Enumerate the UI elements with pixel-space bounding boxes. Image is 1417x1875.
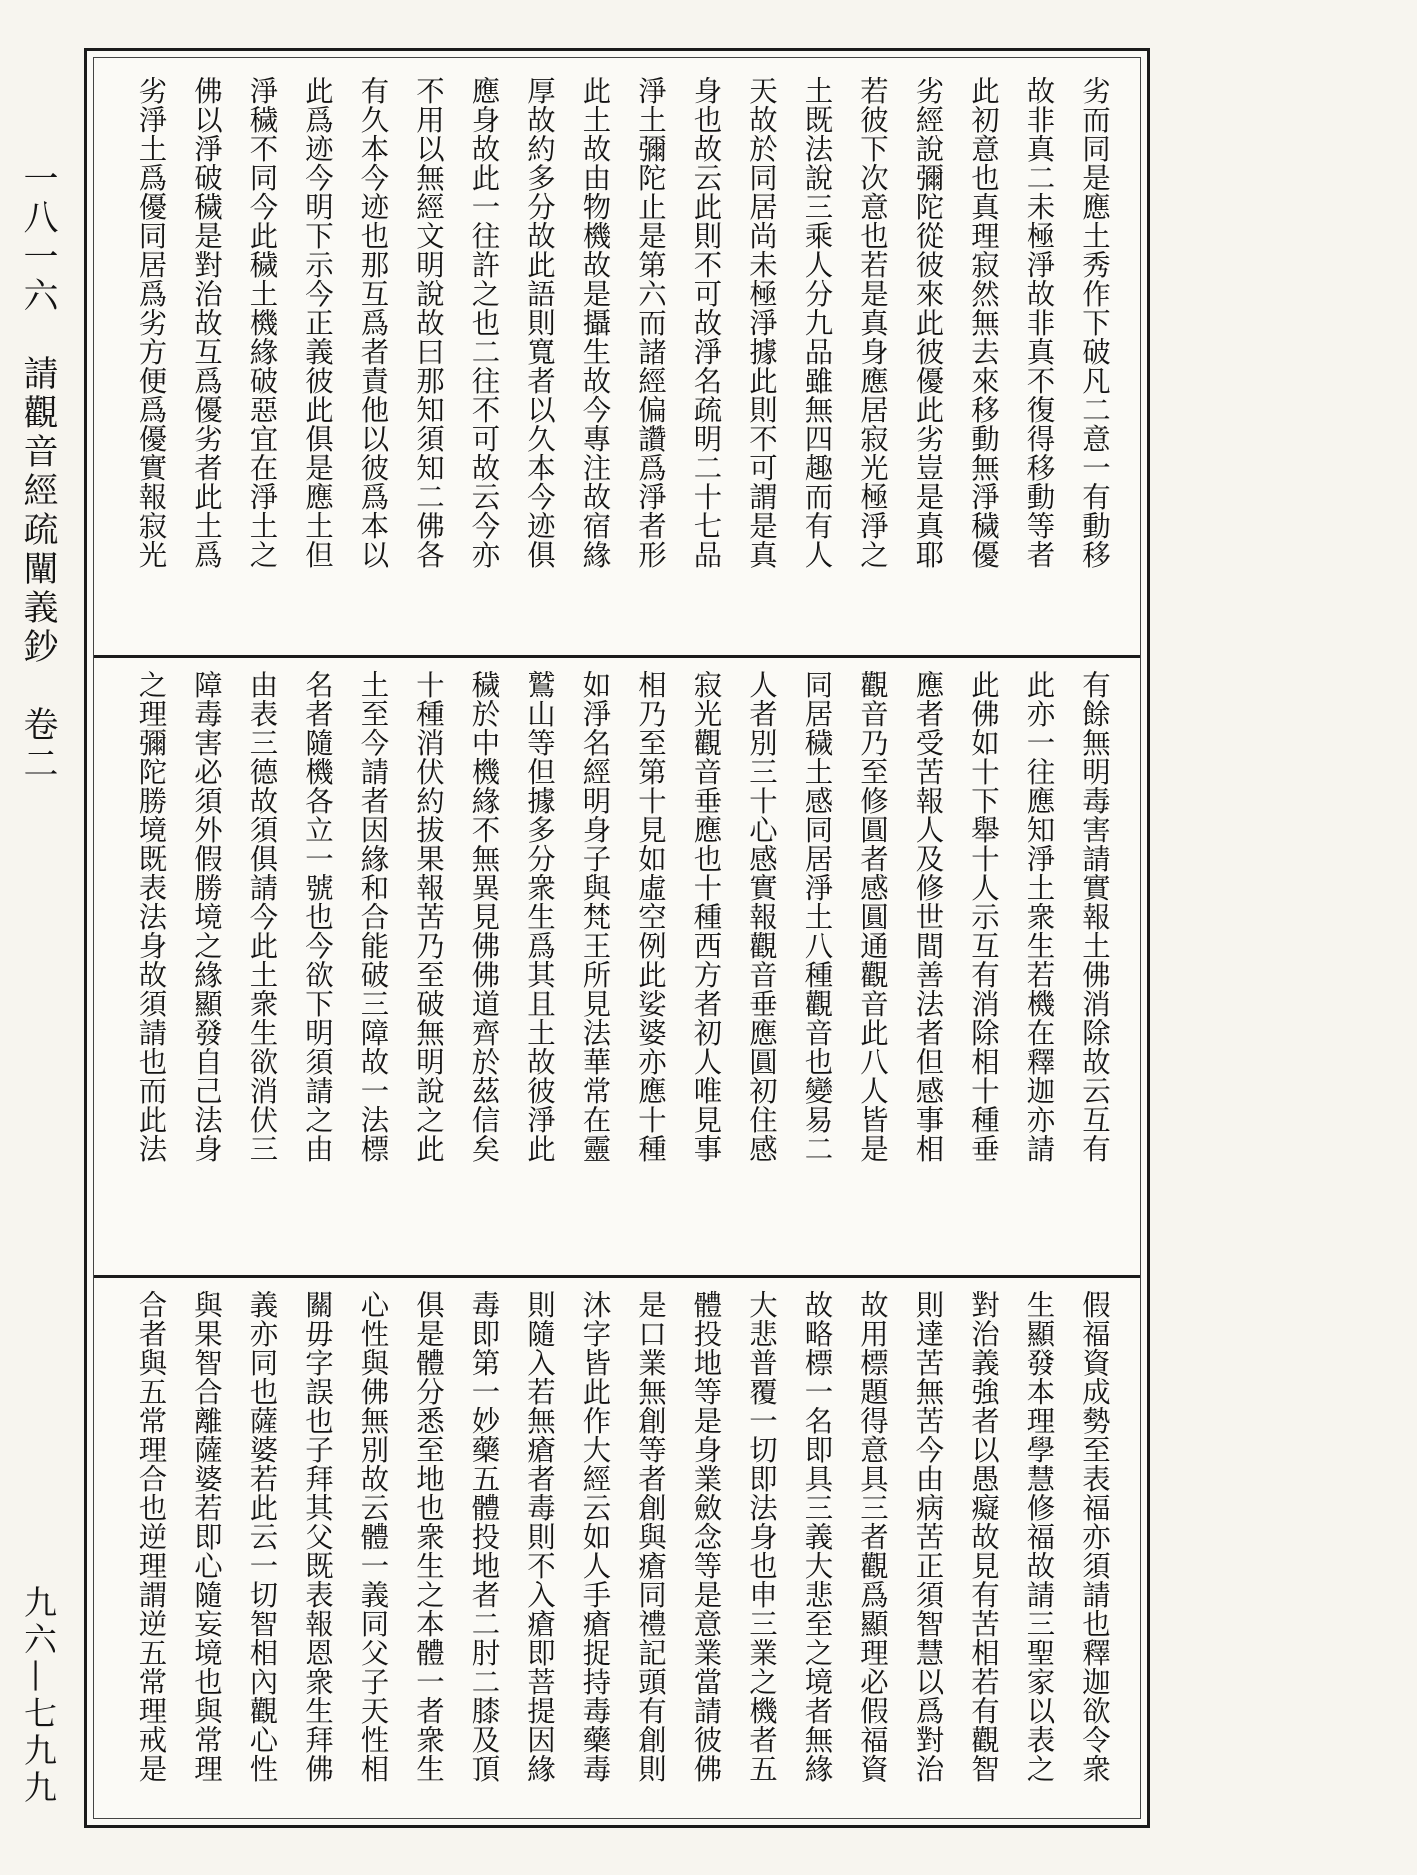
text-column: 鷲山等但據多分衆生爲其且土故彼淨此 <box>523 670 556 1163</box>
text-column: 有久本今迹也那互爲者責他以彼爲本以 <box>356 76 390 569</box>
text-column: 此初意也真理寂然無去來移動無淨穢優 <box>967 76 1000 569</box>
text-column: 寂光觀音垂應也十種西方者初人唯見事 <box>689 670 723 1163</box>
text-block-1-body <box>112 76 1122 642</box>
text-block-2 <box>112 670 1122 1260</box>
text-column: 不用以無經文明說故曰那知須知二佛各 <box>412 76 445 569</box>
text-column: 與果智合離薩婆若即心隨妄境也與常理 <box>190 1290 223 1783</box>
text-column: 此爲迹今明下示今正義彼此俱是應土但 <box>301 76 334 569</box>
text-column: 此土故由物機故是攝生故今專注故宿緣 <box>578 76 612 569</box>
page-frame <box>84 48 1150 1828</box>
text-column: 名者隨機各立一號也今欲下明須請之由 <box>301 670 334 1163</box>
text-column: 同居穢土感同居淨土八種觀音也變易二 <box>800 670 834 1163</box>
text-block-3 <box>112 1290 1122 1810</box>
text-column: 合者與五常理合也逆理謂逆五常理戒是 <box>134 1290 168 1783</box>
text-column: 心性與佛無別故云體一義同父子天性相 <box>356 1290 390 1783</box>
text-column: 毒即第一妙藥五體投地者二肘二膝及頂 <box>467 1290 501 1783</box>
text-column: 相乃至第十見如虛空例此娑婆亦應十種 <box>634 670 667 1163</box>
text-block-1 <box>112 76 1122 642</box>
text-column: 關毋字誤也子拜其父既表報恩衆生拜佛 <box>301 1290 334 1783</box>
text-column: 則達苦無苦今由病苦正須智慧以爲對治 <box>911 1290 945 1783</box>
text-block-2-body <box>112 670 1122 1260</box>
text-column: 對治義強者以愚癡故見有苦相若有觀智 <box>967 1290 1000 1783</box>
text-column: 淨土彌陀止是第六而諸經偏讚爲淨者形 <box>634 76 667 569</box>
text-column: 此亦一往應知淨土衆生若機在釋迦亦請 <box>1022 670 1056 1163</box>
text-column: 有餘無明毒害請實報土佛消除故云互有 <box>1078 670 1111 1163</box>
text-column: 故略標一名即具三義大悲至之境者無緣 <box>800 1290 834 1783</box>
text-column: 障毒害必須外假勝境之緣顯發自己法身 <box>190 670 223 1163</box>
divider-rule <box>94 655 1140 658</box>
text-column: 應身故此一往許之也二往不可故云今亦 <box>467 76 501 569</box>
running-title: 一八一六 請觀音經疏闡義鈔 卷二 <box>18 160 58 784</box>
text-column: 淨穢不同今此穢土機緣破惡宜在淨土之 <box>245 76 279 569</box>
text-column: 觀音乃至修圓者感圓通觀音此八人皆是 <box>856 670 889 1163</box>
text-column: 人者別三十心感實報觀音垂應圓初住感 <box>745 670 778 1163</box>
text-column: 厚故約多分故此語則寬者以久本今迹俱 <box>523 76 556 569</box>
text-column: 劣淨土爲優同居爲劣方便爲優實報寂光 <box>134 76 168 569</box>
text-column: 劣經說彌陀從彼來此彼優此劣豈是真耶 <box>911 76 945 569</box>
text-column: 生顯發本理學慧修福故請三聖家以表之 <box>1022 1290 1056 1783</box>
text-column: 假福資成勢至表福亦須請也釋迦欲令衆 <box>1078 1290 1111 1783</box>
text-column: 如淨名經明身子與梵王所見法華常在靈 <box>578 670 612 1163</box>
text-column: 此佛如十下舉十人示互有消除相十種垂 <box>967 670 1000 1163</box>
text-column: 十種消伏約拔果報苦乃至破無明說之此 <box>412 670 445 1163</box>
text-column: 天故於同居尚未極淨據此則不可謂是真 <box>745 76 778 569</box>
text-column: 身也故云此則不可故淨名疏明二十七品 <box>689 76 723 569</box>
page-folio: 九六—七九九 <box>19 1585 58 1807</box>
text-column: 故非真二未極淨故非真不復得移動等者 <box>1022 76 1056 569</box>
inner-border <box>93 57 1141 1819</box>
text-column: 故用標題得意具三者觀爲顯理必假福資 <box>856 1290 889 1783</box>
text-column: 土既法說三乘人分九品雖無四趣而有人 <box>800 76 834 569</box>
divider-rule <box>94 1275 1140 1278</box>
text-column: 俱是體分悉至地也衆生之本體一者衆生 <box>412 1290 445 1783</box>
text-block-3-body <box>112 1290 1122 1810</box>
text-column: 劣而同是應土秀作下破凡二意一有動移 <box>1078 76 1111 569</box>
text-column: 由表三德故須俱請今此土衆生欲消伏三 <box>245 670 279 1163</box>
text-column: 土至今請者因緣和合能破三障故一法標 <box>356 670 390 1163</box>
text-column: 之理彌陀勝境既表法身故須請也而此法 <box>134 670 168 1163</box>
text-column: 大悲普覆一切即法身也申三業之機者五 <box>745 1290 778 1783</box>
text-column: 義亦同也薩婆若此云一切智相內觀心性 <box>245 1290 279 1783</box>
text-column: 應者受苦報人及修世間善法者但感事相 <box>911 670 945 1163</box>
text-column: 沐字皆此作大經云如人手瘡捉持毒藥毒 <box>578 1290 612 1783</box>
text-column: 若彼下次意也若是真身應居寂光極淨之 <box>856 76 889 569</box>
text-column: 體投地等是身業斂念等是意業當請彼佛 <box>689 1290 723 1783</box>
text-column: 穢於中機緣不無異見佛佛道齊於茲信矣 <box>467 670 501 1163</box>
text-column: 是口業無創等者創與瘡同禮記頭有創則 <box>634 1290 667 1783</box>
text-column: 佛以淨破穢是對治故互爲優劣者此土爲 <box>190 76 223 569</box>
text-column: 則隨入若無瘡者毒則不入瘡即菩提因緣 <box>523 1290 556 1783</box>
